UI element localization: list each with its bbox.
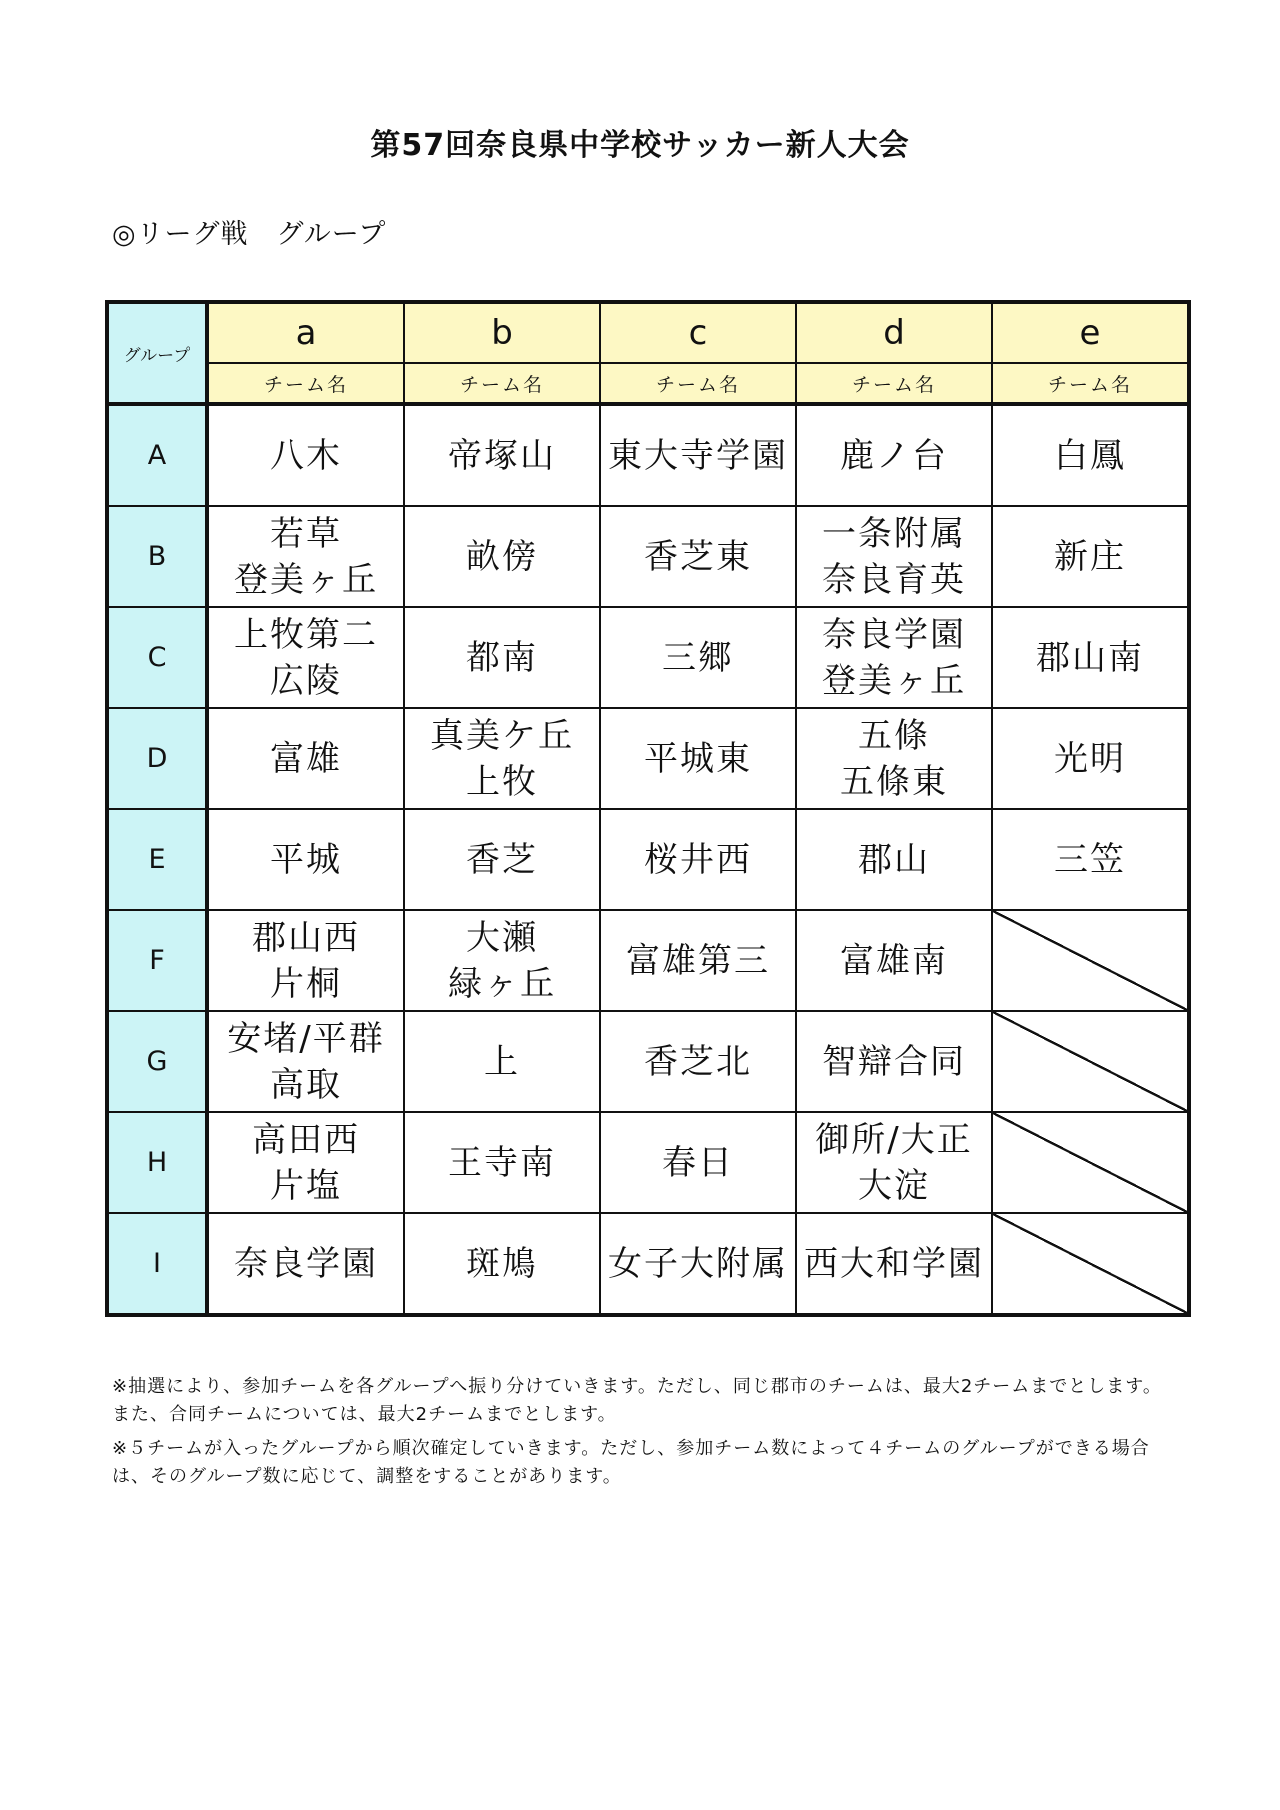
team-cell-a: [207, 1112, 404, 1213]
team-cell-c: [600, 1112, 796, 1213]
team-name: 奈良学園: [234, 1243, 378, 1284]
group-row-f: [107, 910, 1189, 1011]
column-subheader-e: チーム名: [992, 363, 1189, 404]
team-cell-d: [796, 809, 992, 910]
team-cell-b: [404, 506, 600, 607]
team-name: 西大和学園: [804, 1243, 984, 1284]
team-name: 都南: [466, 637, 538, 678]
group-label: B: [107, 506, 207, 607]
group-row-e: [107, 809, 1189, 910]
team-cell-a: [207, 607, 404, 708]
team-name: 智辯合同: [822, 1041, 966, 1082]
team-name: 高田西: [252, 1119, 360, 1160]
team-name: 香芝北: [644, 1041, 752, 1082]
team-name: 奈良学園: [822, 614, 966, 655]
table-subheader-row: [107, 363, 1189, 404]
team-cell-e: [992, 708, 1189, 809]
team-name: 八木: [270, 435, 342, 476]
team-name: 女子大附属: [608, 1243, 788, 1284]
column-subheader-d: チーム名: [796, 363, 992, 404]
column-subheader-b: チーム名: [404, 363, 600, 404]
column-header-e: e: [992, 302, 1189, 363]
group-row-d: [107, 708, 1189, 809]
column-header-b: b: [404, 302, 600, 363]
team-cell-c: [600, 708, 796, 809]
group-label: A: [107, 404, 207, 506]
team-name: 香芝: [466, 839, 538, 880]
team-name: 平城東: [644, 738, 752, 779]
group-row-a: [107, 404, 1189, 506]
team-cell-e: [992, 506, 1189, 607]
team-name: 広陵: [270, 660, 342, 701]
empty-slot-e: [992, 910, 1189, 1011]
team-cell-d: [796, 708, 992, 809]
group-label: H: [107, 1112, 207, 1213]
team-cell-b: [404, 1112, 600, 1213]
page-title: 第57回奈良県中学校サッカー新人大会: [370, 128, 910, 163]
team-name: 平城: [270, 839, 342, 880]
group-label: G: [107, 1011, 207, 1112]
column-header-d: d: [796, 302, 992, 363]
team-name: 三郷: [662, 637, 734, 678]
team-name: 富雄: [270, 738, 342, 779]
empty-slot-e: [992, 1213, 1189, 1315]
team-name: 畝傍: [466, 536, 538, 577]
team-cell-c: [600, 1213, 796, 1315]
team-name: 上牧: [466, 761, 538, 802]
team-name: 真美ケ丘: [430, 715, 574, 756]
team-cell-b: [404, 708, 600, 809]
team-cell-a: [207, 404, 404, 506]
team-cell-a: [207, 1213, 404, 1315]
team-name: 三笠: [1054, 839, 1126, 880]
team-name: 奈良育英: [822, 559, 966, 600]
team-name: 片桐: [270, 963, 342, 1004]
table-body: [107, 404, 1189, 1315]
team-cell-a: [207, 910, 404, 1011]
team-name: 富雄第三: [626, 940, 770, 981]
column-header-c: c: [600, 302, 796, 363]
group-label: E: [107, 809, 207, 910]
team-name: 御所/大正: [815, 1119, 973, 1160]
team-name: 高取: [270, 1064, 342, 1105]
note-1: ※抽選により、参加チームを各グループへ振り分けていきます。ただし、同じ郡市のチームは、最大2チームまでとします。 また、合同チームについては、最大2チームまでとします。: [112, 1376, 1172, 1425]
team-cell-e: [992, 404, 1189, 506]
team-name: 帝塚山: [448, 435, 556, 476]
team-name: 若草: [270, 513, 342, 554]
team-cell-b: [404, 910, 600, 1011]
group-label: F: [107, 910, 207, 1011]
team-cell-b: [404, 809, 600, 910]
team-cell-a: [207, 708, 404, 809]
group-row-h: [107, 1112, 1189, 1213]
team-name: 桜井西: [644, 839, 752, 880]
group-label: C: [107, 607, 207, 708]
team-cell-d: [796, 1213, 992, 1315]
team-cell-c: [600, 910, 796, 1011]
team-name: 五條東: [840, 761, 948, 802]
team-name: 上: [484, 1041, 520, 1082]
team-cell-c: [600, 809, 796, 910]
team-name: 新庄: [1054, 536, 1126, 577]
team-cell-e: [992, 809, 1189, 910]
team-cell-a: [207, 506, 404, 607]
team-name: 光明: [1054, 738, 1126, 779]
team-cell-d: [796, 910, 992, 1011]
team-name: 片塩: [270, 1165, 342, 1206]
team-name: 斑鳩: [466, 1243, 538, 1284]
team-name: 大淀: [858, 1165, 930, 1206]
column-subheader-a: チーム名: [207, 363, 404, 404]
team-name: 富雄南: [840, 940, 948, 981]
column-subheader-c: チーム名: [600, 363, 796, 404]
team-cell-d: [796, 607, 992, 708]
empty-slot-e: [992, 1112, 1189, 1213]
team-cell-d: [796, 1112, 992, 1213]
section-subtitle: ◎リーグ戦 グループ: [112, 219, 387, 250]
table-header-row: [107, 302, 1189, 363]
team-cell-d: [796, 404, 992, 506]
team-name: 緑ヶ丘: [448, 963, 556, 1004]
team-name: 一条附属: [822, 513, 966, 554]
team-cell-b: [404, 404, 600, 506]
group-row-g: [107, 1011, 1189, 1112]
team-name: 郡山西: [252, 917, 360, 958]
team-name: 安堵/平群: [227, 1018, 385, 1059]
team-cell-b: [404, 1213, 600, 1315]
team-cell-c: [600, 506, 796, 607]
team-name: 春日: [662, 1142, 734, 1183]
team-name: 登美ヶ丘: [234, 559, 378, 600]
group-corner-label: グループ: [107, 302, 207, 404]
team-name: 白鳳: [1054, 435, 1126, 476]
empty-slot-e: [992, 1011, 1189, 1112]
team-cell-c: [600, 607, 796, 708]
note-2: ※５チームが入ったグループから順次確定していきます。ただし、参加チーム数によって４チームのグループができる場合は、そのグループ数に応じて、調整をすることがあります。: [112, 1438, 1150, 1487]
team-cell-c: [600, 404, 796, 506]
team-name: 上牧第二: [234, 614, 378, 655]
team-name: 郡山: [858, 839, 930, 880]
team-cell-d: [796, 506, 992, 607]
team-name: 五條: [858, 715, 930, 756]
group-label: I: [107, 1213, 207, 1315]
notes: [112, 1373, 1182, 1497]
team-cell-b: [404, 1011, 600, 1112]
team-name: 鹿ノ台: [840, 435, 948, 476]
team-cell-a: [207, 1011, 404, 1112]
team-cell-c: [600, 1011, 796, 1112]
team-cell-d: [796, 1011, 992, 1112]
group-row-i: [107, 1213, 1189, 1315]
team-cell-e: [992, 607, 1189, 708]
team-name: 王寺南: [448, 1142, 556, 1183]
group-row-b: [107, 506, 1189, 607]
team-cell-b: [404, 607, 600, 708]
group-row-c: [107, 607, 1189, 708]
league-group-table: [105, 300, 1191, 1317]
group-label: D: [107, 708, 207, 809]
team-name: 郡山南: [1036, 637, 1144, 678]
team-name: 登美ヶ丘: [822, 660, 966, 701]
column-header-a: a: [207, 302, 404, 363]
team-name: 香芝東: [644, 536, 752, 577]
team-name: 大瀬: [466, 917, 538, 958]
team-cell-a: [207, 809, 404, 910]
team-name: 東大寺学園: [608, 435, 788, 476]
